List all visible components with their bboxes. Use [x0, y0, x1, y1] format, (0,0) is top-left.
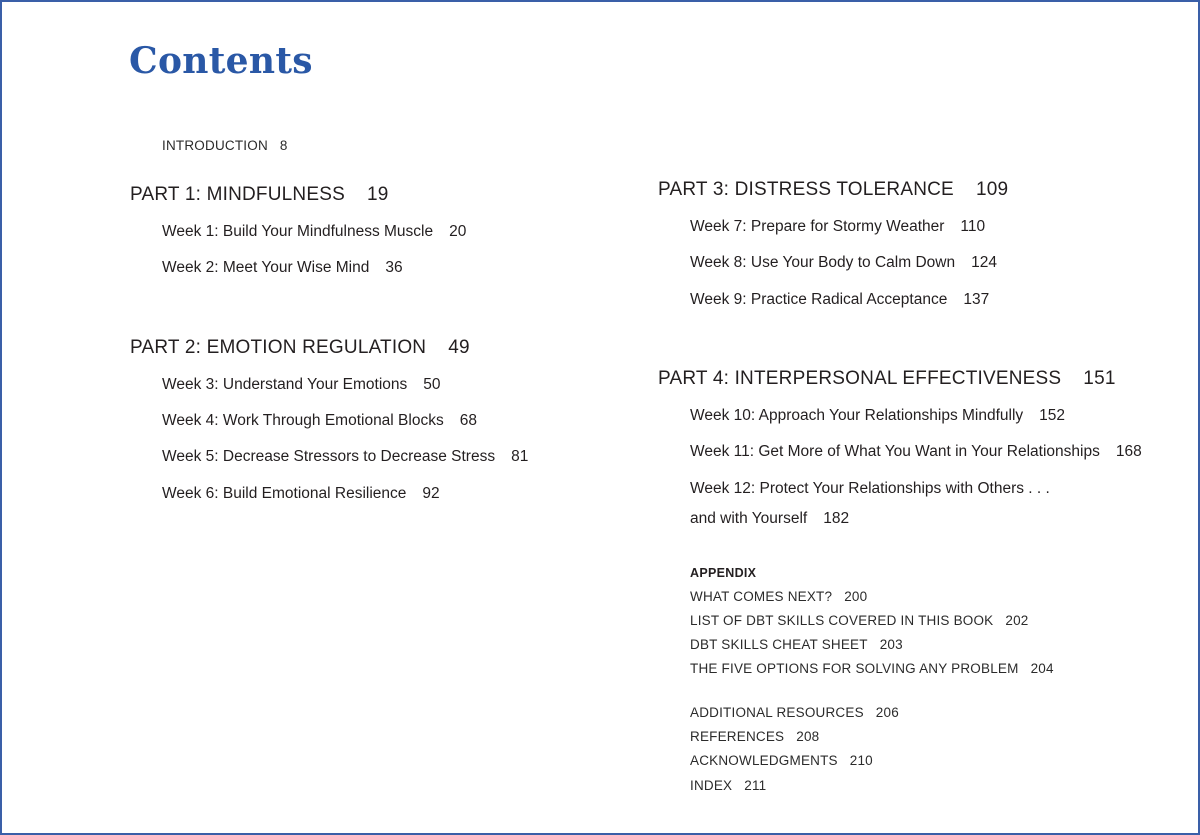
toc-back-matter-item[interactable]: [690, 729, 819, 744]
week-label: Week 12: Protect Your Relationships with Others . . .: [690, 480, 1050, 497]
toc-week-8[interactable]: [690, 254, 997, 272]
entry-page: 211: [744, 778, 767, 793]
toc-week-2[interactable]: [162, 259, 403, 277]
week-page: 68: [459, 412, 477, 429]
week-page: 81: [511, 448, 529, 465]
toc-week-4[interactable]: [162, 412, 477, 430]
entry-page: 8: [279, 138, 288, 153]
week-page: 124: [971, 254, 997, 271]
part-label: PART 2: EMOTION REGULATION: [130, 337, 427, 358]
toc-week-12[interactable]: [690, 480, 1050, 498]
week-label: Week 11: Get More of What You Want in Your Relationships: [690, 443, 1100, 460]
week-label-continued: and with Yourself: [690, 510, 808, 527]
entry-label: INDEX: [690, 778, 733, 793]
entry-page: 200: [844, 589, 868, 604]
toc-back-matter-item[interactable]: [690, 753, 873, 768]
appendix-heading: APPENDIX: [690, 566, 757, 580]
toc-week-12-continued[interactable]: [690, 510, 849, 528]
entry-label: LIST OF DBT SKILLS COVERED IN THIS BOOK: [690, 613, 994, 628]
part-page: 151: [1083, 368, 1116, 389]
toc-week-7[interactable]: [690, 218, 985, 236]
week-label: Week 4: Work Through Emotional Blocks: [162, 412, 444, 429]
entry-label: ACKNOWLEDGMENTS: [690, 753, 838, 768]
week-label: Week 2: Meet Your Wise Mind: [162, 259, 370, 276]
week-label: Week 3: Understand Your Emotions: [162, 376, 408, 393]
entry-page: 202: [1005, 613, 1029, 628]
week-label: Week 1: Build Your Mindfulness Muscle: [162, 223, 434, 240]
week-page: 182: [823, 510, 850, 527]
week-label: Week 7: Prepare for Stormy Weather: [690, 218, 945, 235]
toc-part-1[interactable]: [130, 184, 389, 206]
week-page: 20: [449, 223, 467, 240]
toc-week-6[interactable]: [162, 485, 440, 503]
entry-page: 210: [849, 753, 873, 768]
week-page: 36: [385, 259, 403, 276]
part-page: 49: [448, 337, 470, 358]
toc-week-5[interactable]: [162, 448, 528, 466]
week-page: 137: [963, 291, 990, 308]
week-page: 92: [422, 485, 440, 502]
part-page: 109: [975, 179, 1009, 200]
entry-page: 203: [879, 637, 903, 652]
week-page: 50: [423, 376, 441, 393]
week-label: Week 5: Decrease Stressors to Decrease Stress: [162, 448, 496, 465]
toc-appendix-item[interactable]: [690, 589, 867, 604]
toc-back-matter-item[interactable]: [690, 778, 766, 793]
toc-part-2[interactable]: [130, 337, 470, 359]
week-label: Week 6: Build Emotional Resilience: [162, 485, 407, 502]
entry-label: REFERENCES: [690, 729, 785, 744]
toc-week-11[interactable]: [690, 443, 1142, 461]
part-page: 19: [366, 184, 389, 205]
toc-entry-introduction[interactable]: [162, 138, 288, 153]
week-page: 110: [960, 218, 986, 235]
toc-week-1[interactable]: [162, 223, 466, 241]
week-label: Week 8: Use Your Body to Calm Down: [690, 254, 956, 271]
week-label: Week 10: Approach Your Relationships Mindfully: [690, 407, 1024, 424]
toc-week-3[interactable]: [162, 376, 441, 394]
toc-appendix-item[interactable]: [690, 637, 903, 652]
week-page: 168: [1115, 443, 1142, 460]
toc-week-10[interactable]: [690, 407, 1065, 425]
entry-label: DBT SKILLS CHEAT SHEET: [690, 637, 868, 652]
entry-page: 208: [796, 729, 820, 744]
part-label: PART 1: MINDFULNESS: [130, 184, 345, 205]
entry-label: WHAT COMES NEXT?: [690, 589, 833, 604]
entry-page: 206: [875, 705, 899, 720]
toc-back-matter-item[interactable]: [690, 705, 899, 720]
entry-label: THE FIVE OPTIONS FOR SOLVING ANY PROBLEM: [690, 661, 1019, 676]
week-page: 152: [1039, 407, 1066, 424]
toc-week-9[interactable]: [690, 291, 989, 309]
part-label: PART 4: INTERPERSONAL EFFECTIVENESS: [658, 368, 1062, 389]
week-label: Week 9: Practice Radical Acceptance: [690, 291, 948, 308]
toc-appendix-item[interactable]: [690, 613, 1029, 628]
page-title: Contents: [129, 40, 313, 82]
part-label: PART 3: DISTRESS TOLERANCE: [658, 179, 954, 200]
toc-part-4[interactable]: [658, 368, 1116, 390]
entry-label: INTRODUCTION: [162, 138, 268, 153]
toc-part-3[interactable]: [658, 179, 1008, 201]
toc-appendix-item[interactable]: [690, 661, 1054, 676]
entry-label: ADDITIONAL RESOURCES: [690, 705, 864, 720]
entry-page: 204: [1030, 661, 1054, 676]
